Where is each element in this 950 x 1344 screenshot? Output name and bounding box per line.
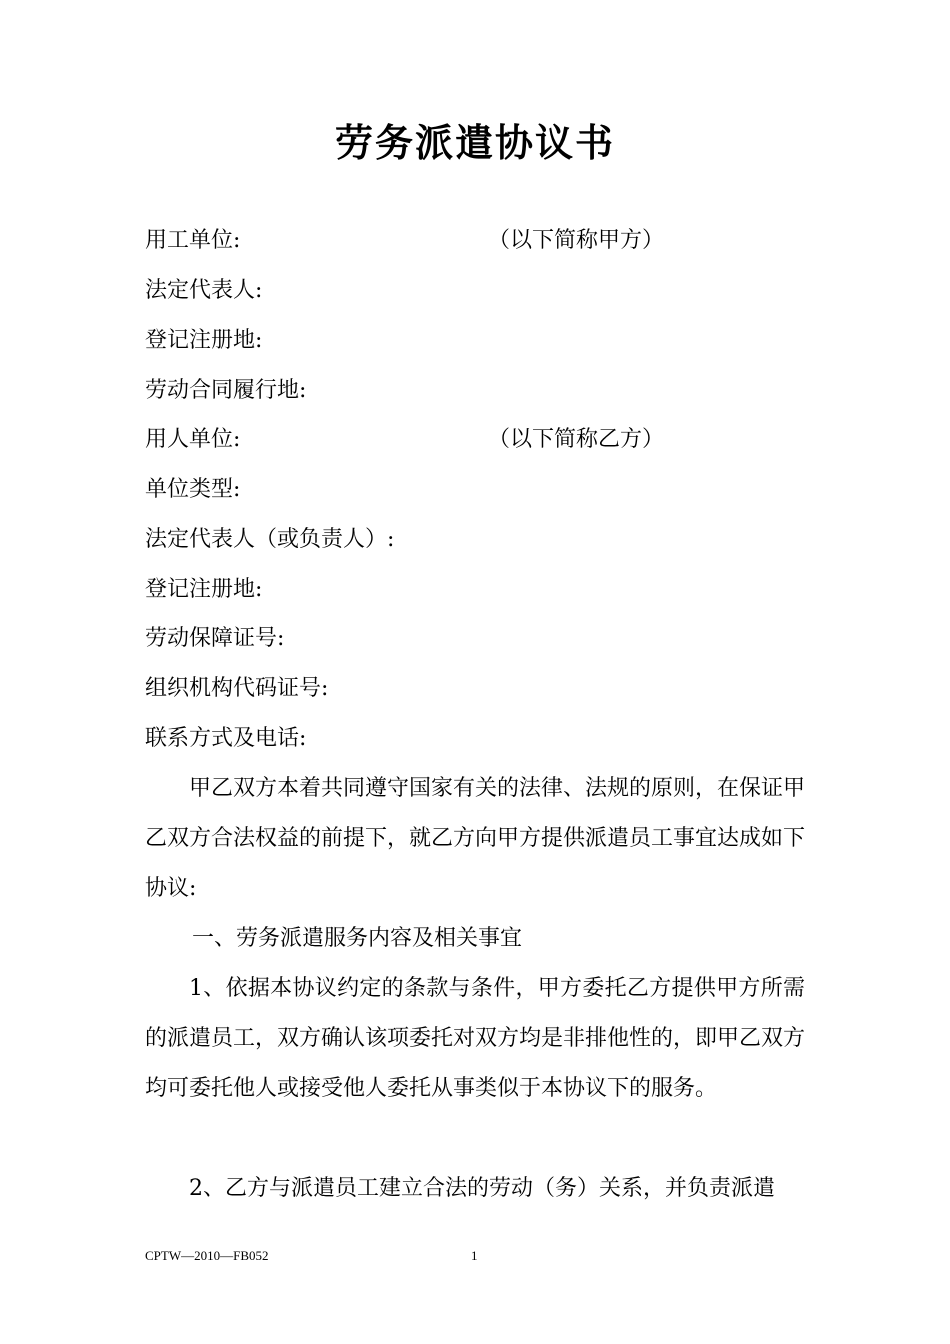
employer-contract-place-label: 劳动合同履行地: [145, 378, 307, 403]
employer-abbreviation-note: （以下简称甲方） [488, 228, 665, 253]
agency-unit-label: 用人单位: [145, 427, 241, 452]
employer-reg-address-label: 登记注册地: [145, 328, 263, 353]
employer-legal-rep-label: 法定代表人: [145, 278, 263, 303]
intro-paragraph: 甲乙双方本着共同遵守国家有关的法律、法规的原则，在保证甲乙双方合法权益的前提下，就乙方向甲方提供派遣员工事宜达成如下协议: [145, 776, 806, 901]
agency-reg-address-label: 登记注册地: [145, 577, 263, 602]
agency-unit-type-label: 单位类型: [145, 477, 241, 502]
clause-2-paragraph: 2、乙方与派遣员工建立合法的劳动（务）关系，并负责派遣 [189, 1176, 775, 1201]
agency-abbreviation-note: （以下简称乙方） [488, 427, 665, 452]
agency-labor-cert-label: 劳动保障证号: [145, 626, 285, 651]
agency-org-code-label: 组织机构代码证号: [145, 676, 329, 701]
section-1-heading: 一、劳务派遣服务内容及相关事宜 [192, 926, 523, 951]
employer-unit-label: 用工单位: [145, 228, 241, 253]
footer-page-number: 1 [471, 1248, 478, 1263]
document-title: 劳务派遣协议书 [334, 121, 615, 165]
footer-doc-code: CPTW—2010—FB052 [145, 1248, 269, 1263]
agency-legal-rep-label: 法定代表人（或负责人）: [145, 527, 395, 552]
clause-1-paragraph: 1、依据本协议约定的条款与条件，甲方委托乙方提供甲方所需的派遣员工，双方确认该项委托对双方均是非排他性的，即甲乙双方均可委托他人或接受他人委托从事类似于本协议下的服务。 [145, 976, 806, 1101]
agency-contact-label: 联系方式及电话: [145, 726, 307, 751]
